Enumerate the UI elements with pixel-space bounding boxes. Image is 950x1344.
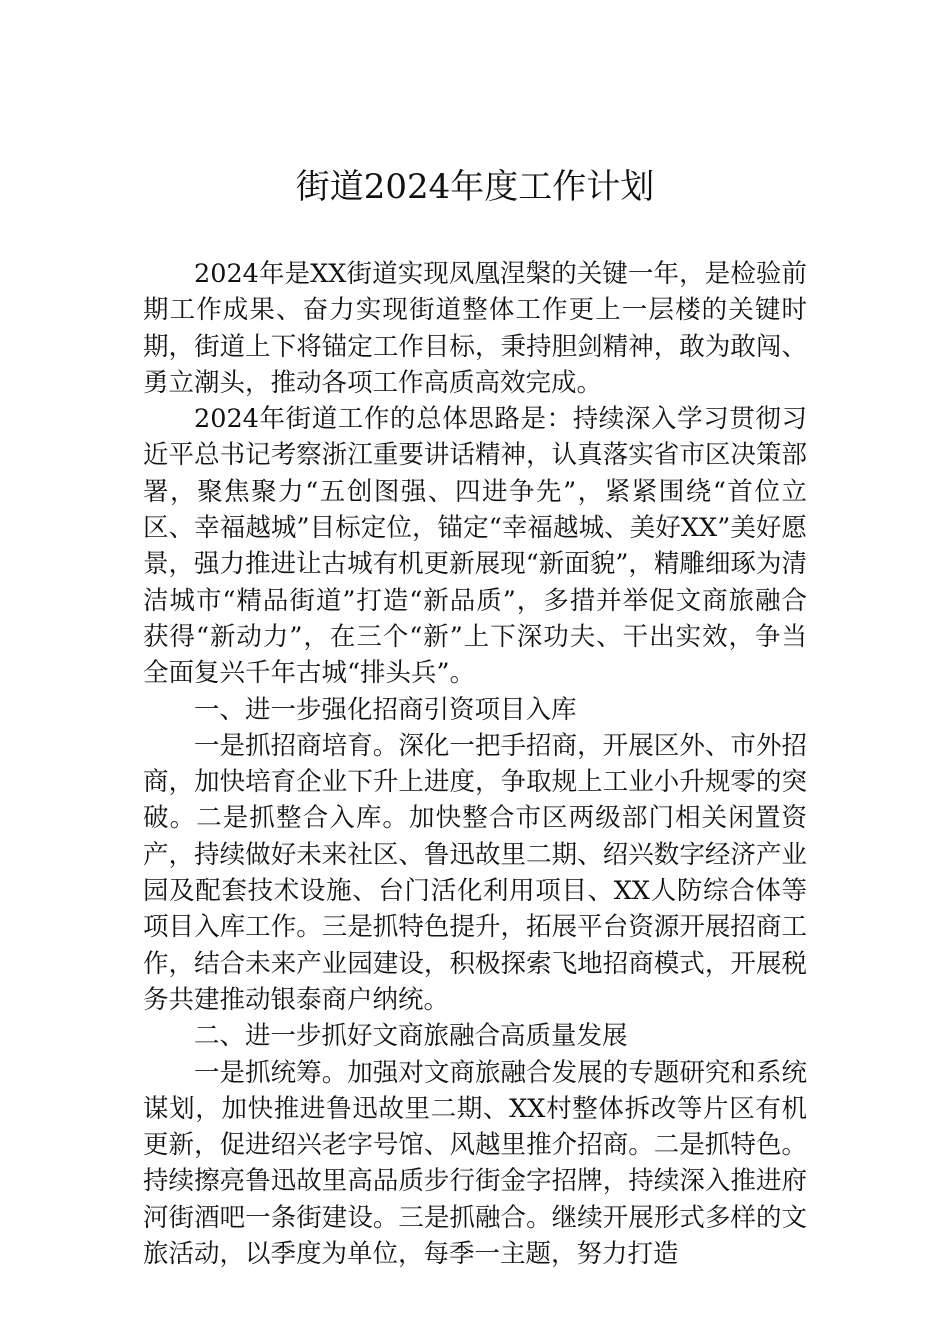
document-title: 街道2024年度工作计划 xyxy=(295,167,655,207)
section-heading-culture-tourism: 二、进一步抓好文商旅融合高质量发展 xyxy=(194,1021,628,1052)
paragraph-intro: 2024年是XX街道实现凤凰涅槃的关键一年，是检验前期工作成果、奋力实现街道整体工作更上一层楼的关键时期，街道上下将锚定工作目标，秉持胆剑精神，敢为敢闯、勇立潮头，推动各项工作高质高效完成。 xyxy=(143,259,807,398)
section-heading-investment: 一、进一步强化招商引资项目入库 xyxy=(194,694,577,725)
document-body xyxy=(143,256,807,1272)
paragraph-culture-tourism: 一是抓统筹。加强对文商旅融合发展的专题研究和系统谋划，加快推进鲁迅故里二期、XX村整体拆改等片区有机更新，促进绍兴老字号馆、风越里推介招商。二是抓特色。持续擦亮鲁迅故里高品质步行街金字招牌，持续深入推进府河街酒吧一条街建设。三是抓融合。继续开展形式多样的文旅活动，以季度为单位，每季一主题，努力打造 xyxy=(143,1057,807,1270)
paragraph-overall-approach: 2024年街道工作的总体思路是：持续深入学习贯彻习近平总书记考察浙江重要讲话精神，认真落实省市区决策部署，聚焦聚力“五创图强、四进争先”，紧紧围绕“首位立区、幸福越城”目标定位，锚定“幸福越城、美好XX”美好愿景，强力推进让古城有机更新展现“新面貌”，精雕细琢为清洁城市“精品街道”打造“新品质”，多措并举促文商旅融合获得“新动力”，在三个“新”上下深功夫、干出实效，争当全面复兴千年古城“排头兵”。 xyxy=(143,404,807,689)
paragraph-investment: 一是抓招商培育。深化一把手招商，开展区外、市外招商，加快培育企业下升上进度，争取规上工业小升规零的突破。二是抓整合入库。加快整合市区两级部门相关闲置资产，持续做好未来社区、鲁迅故里二期、绍兴数字经济产业园及配套技术设施、台门活化利用项目、XX人防综合体等项目入库工作。三是抓特色提升，拓展平台资源开展招商工作，结合未来产业园建设，积极探索飞地招商模式，开展税务共建推动银泰商户纳统。 xyxy=(143,730,807,1015)
